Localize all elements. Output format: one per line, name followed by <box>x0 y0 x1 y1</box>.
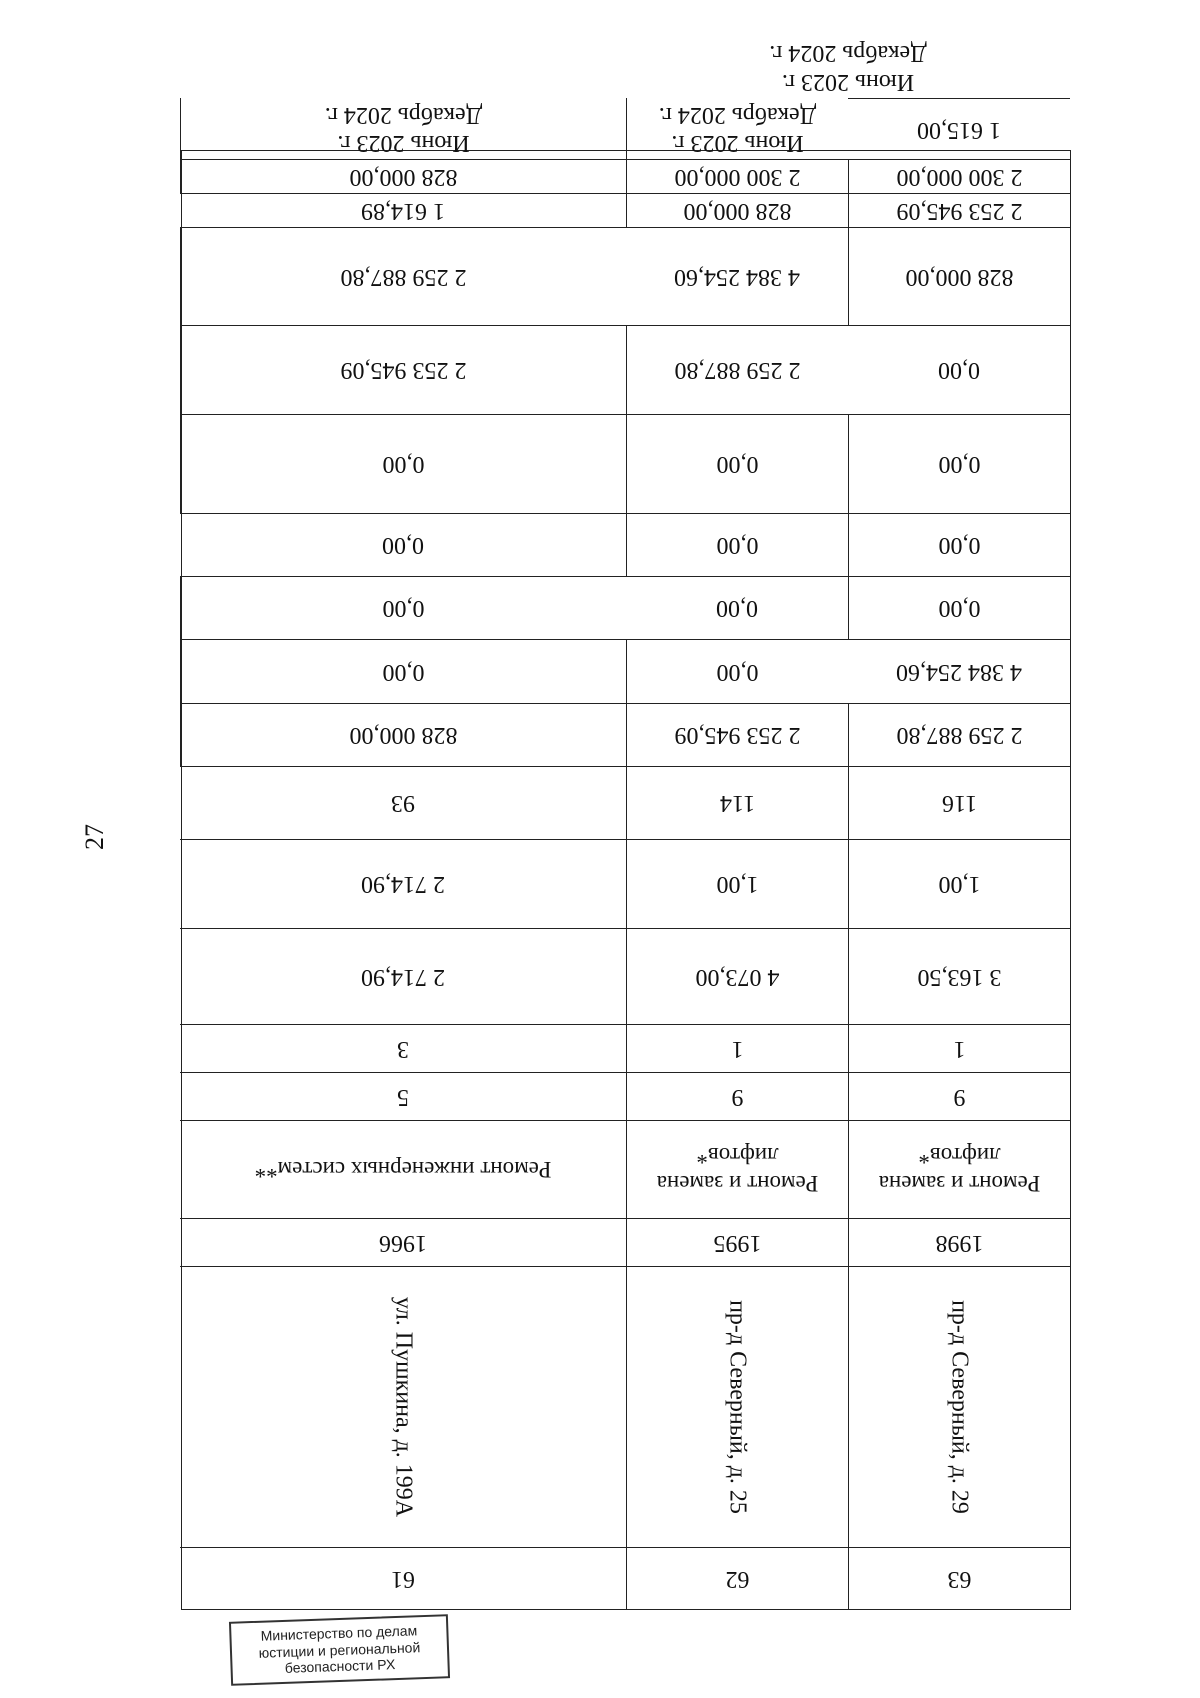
cell-value-62: 2 300 000,00 <box>626 159 848 193</box>
cell-period-63 <box>626 98 848 160</box>
cell-value-62: 2 253 945,09 <box>180 325 626 414</box>
cell-value-62: 0,00 <box>180 639 626 703</box>
cell-value-63: 2 259 887,80 <box>626 325 848 414</box>
cell-no-63: 63 <box>848 1547 1070 1609</box>
work-line: Ремонт и замена <box>878 1171 1041 1197</box>
cell-quantity-63: 1,00 <box>848 839 1070 928</box>
cell-value-63: 0,00 <box>626 639 848 703</box>
cell-value-61-right: 4 384 254,60 <box>626 227 848 325</box>
cell-value-61-left: 828 000,00 <box>626 193 848 227</box>
cell-value-62: 0,00 <box>626 414 848 513</box>
cell-area-62: 4 073,00 <box>626 928 848 1024</box>
cell-value-61-right: 4 384 254,60 <box>848 639 1070 703</box>
cell-value-61-left: 0,00 <box>848 576 1070 639</box>
cell-count-62: 1 <box>626 1024 848 1072</box>
cell-value-61-left: 0,00 <box>626 513 848 576</box>
work-line: лифтов* <box>696 1143 779 1169</box>
cell-count-63: 1 <box>848 1024 1070 1072</box>
cell-value-61-left: 828 000,00 <box>180 159 626 193</box>
cell-value-62: 2 253 945,09 <box>626 703 848 766</box>
period-end: Декабрь 2024 г. <box>658 101 817 128</box>
cell-value-61-right: 1 614,89 <box>180 193 626 227</box>
cell-work-62 <box>626 1120 848 1218</box>
stamp-line: Министерство по делам <box>260 1622 418 1644</box>
period-end: Декабрь 2024 г. <box>769 40 927 67</box>
period-start: Июнь 2023 г. <box>781 68 915 95</box>
stamp-line: безопасности РХ <box>284 1656 396 1677</box>
work-line: Ремонт инженерных систем** <box>254 1157 552 1183</box>
cell-residents-63: 116 <box>848 766 1070 839</box>
address-text: пр-д Северный, д. 29 <box>946 1300 973 1514</box>
cell-value-61-left: 0,00 <box>180 414 626 513</box>
cell-work-61 <box>180 1120 626 1218</box>
cell-value-63: 0,00 <box>180 576 626 639</box>
cell-value-63: 0,00 <box>848 414 1070 513</box>
cell-value-63: 2 300 000,00 <box>848 159 1070 193</box>
cell-address-62 <box>626 1266 848 1547</box>
cell-area-63: 3 163,50 <box>848 928 1070 1024</box>
cell-value-62: 0,00 <box>848 513 1070 576</box>
cell-value-61-left: 828 000,00 <box>848 227 1070 325</box>
cell-work-63 <box>848 1120 1070 1218</box>
rotated-table-wrapper <box>181 40 1071 1610</box>
cell-value-63: 2 259 887,80 <box>848 703 1070 766</box>
cell-value-61-right: 0,00 <box>626 576 848 639</box>
stamp-line: юстиции и региональной <box>258 1638 421 1661</box>
cell-year-61: 1966 <box>180 1218 626 1266</box>
period-end: Декабрь 2024 г. <box>324 101 483 128</box>
cell-year-63: 1998 <box>848 1218 1070 1266</box>
ministry-stamp <box>229 1614 450 1686</box>
cell-floors-62: 9 <box>626 1072 848 1120</box>
work-line: Ремонт и замена <box>656 1171 819 1197</box>
cell-value-61-right: 0,00 <box>180 513 626 576</box>
cell-value-61-left: 828 000,00 <box>180 703 626 766</box>
cell-floors-63: 9 <box>848 1072 1070 1120</box>
address-text: пр-д Северный, д. 25 <box>724 1300 751 1514</box>
cell-address-61 <box>180 1266 626 1547</box>
cell-quantity-61: 2 714,90 <box>180 839 626 928</box>
cell-year-62: 1995 <box>626 1218 848 1266</box>
cell-residents-61: 93 <box>180 766 626 839</box>
cell-residents-62: 114 <box>626 766 848 839</box>
cell-floors-61: 5 <box>180 1072 626 1120</box>
period-start: Июнь 2023 г. <box>337 130 470 157</box>
cell-count-61: 3 <box>180 1024 626 1072</box>
cell-value-61-right: 1 615,00 <box>848 98 1070 160</box>
page-number: 27 <box>80 824 109 850</box>
cell-value-62: 2 253 945,09 <box>848 193 1070 227</box>
cell-value-61-right: 0,00 <box>848 325 1070 414</box>
cell-period-62 <box>180 98 626 160</box>
address-text: ул. Пушкина, д. 199А <box>390 1296 417 1518</box>
cell-address-63 <box>848 1266 1070 1547</box>
cell-quantity-62: 1,00 <box>626 839 848 928</box>
data-table <box>181 40 1071 1610</box>
period-start: Июнь 2023 г. <box>671 130 804 157</box>
cell-period-61 <box>626 36 1070 98</box>
work-line: лифтов* <box>918 1143 1001 1169</box>
cell-no-62: 62 <box>626 1547 848 1609</box>
cell-no-61: 61 <box>180 1547 626 1609</box>
cell-area-61: 2 714,90 <box>180 928 626 1024</box>
cell-value-63: 2 259 887,80 <box>180 227 626 325</box>
